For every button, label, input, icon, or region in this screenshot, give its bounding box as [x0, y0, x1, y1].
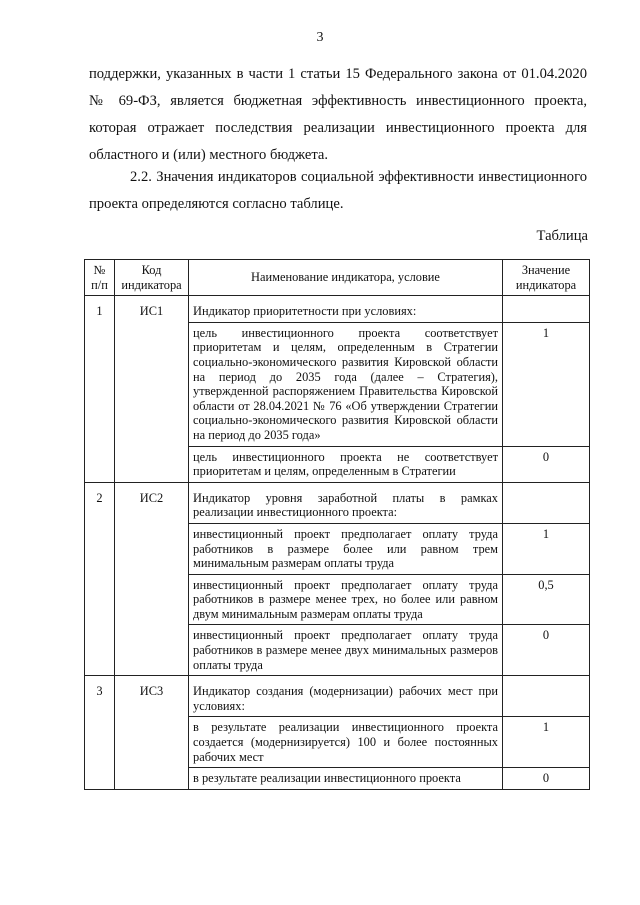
indicators-table [84, 259, 590, 790]
condition-value: 0,5 [503, 574, 590, 625]
condition-text: инвестиционный проект предполагает оплату труда работников в размере менее трех, но более или равном двум минимальным размерам оплаты труда [189, 574, 503, 625]
condition-text: инвестиционный проект предполагает оплату труда работников в размере более или равном трем минимальным размерам оплаты труда [189, 523, 503, 574]
row-code: ИС1 [115, 296, 189, 483]
condition-text: в результате реализации инвестиционного проекта создается (модернизируется) 100 и более постоянных рабочих мест [189, 717, 503, 768]
page-number: 3 [316, 30, 324, 45]
condition-text: в результате реализации инвестиционного проекта [189, 768, 503, 790]
table-row [85, 296, 590, 323]
condition-value: 1 [503, 322, 590, 446]
table-row [85, 482, 590, 523]
table-header-row [85, 260, 590, 296]
indicator-title: Индикатор создания (модернизации) рабочих мест при условиях: [189, 676, 503, 717]
condition-value: 0 [503, 446, 590, 482]
table-caption: Таблица [536, 228, 588, 244]
condition-value: 1 [503, 523, 590, 574]
paragraph-2-text: 2.2. Значения индикаторов социальной эффективности инвестиционного проекта определяются согласно таблице. [89, 169, 587, 212]
row-num: 2 [85, 482, 115, 676]
row-code: ИС3 [115, 676, 189, 790]
row-num: 1 [85, 296, 115, 483]
condition-text: цель инвестиционного проекта не соответствует приоритетам и целям, определенным в Стратегии [189, 446, 503, 482]
indicator-value-empty [503, 482, 590, 523]
paragraph-1 [89, 61, 587, 169]
paragraph-2 [89, 164, 587, 218]
condition-value: 1 [503, 717, 590, 768]
indicator-value-empty [503, 296, 590, 323]
condition-value: 0 [503, 768, 590, 790]
header-value: Значение индикатора [503, 260, 590, 296]
paragraph-1-text: поддержки, указанных в части 1 статьи 15 Федерального закона от 01.04.2020 № 69-ФЗ, является бюджетная эффективность инвестиционного проекта, которая отражает последствия реализации инвестиционного проекта для областного и (или) местного бюджета. [89, 66, 587, 163]
condition-value: 0 [503, 625, 590, 676]
condition-text: цель инвестиционного проекта соответствует приоритетам и целям, определенным в Стратегии социально-экономического развития Кировской области на период до 2035 года (далее – Стратегия), утвержденной распоряжением Правительства Кировской области от 28.04.2021 № 76 «Об утверждении Стратегии социально-экономического развития Кировской области на период до 2035 года» [189, 322, 503, 446]
indicator-title: Индикатор уровня заработной платы в рамках реализации инвестиционного проекта: [189, 482, 503, 523]
condition-text: инвестиционный проект предполагает оплату труда работников в размере менее двух минимальных размеров оплаты труда [189, 625, 503, 676]
header-num: № п/п [85, 260, 115, 296]
indicator-value-empty [503, 676, 590, 717]
row-num: 3 [85, 676, 115, 790]
table-row [85, 676, 590, 717]
header-code: Код индикатора [115, 260, 189, 296]
header-name: Наименование индикатора, условие [189, 260, 503, 296]
indicator-title: Индикатор приоритетности при условиях: [189, 296, 503, 323]
row-code: ИС2 [115, 482, 189, 676]
